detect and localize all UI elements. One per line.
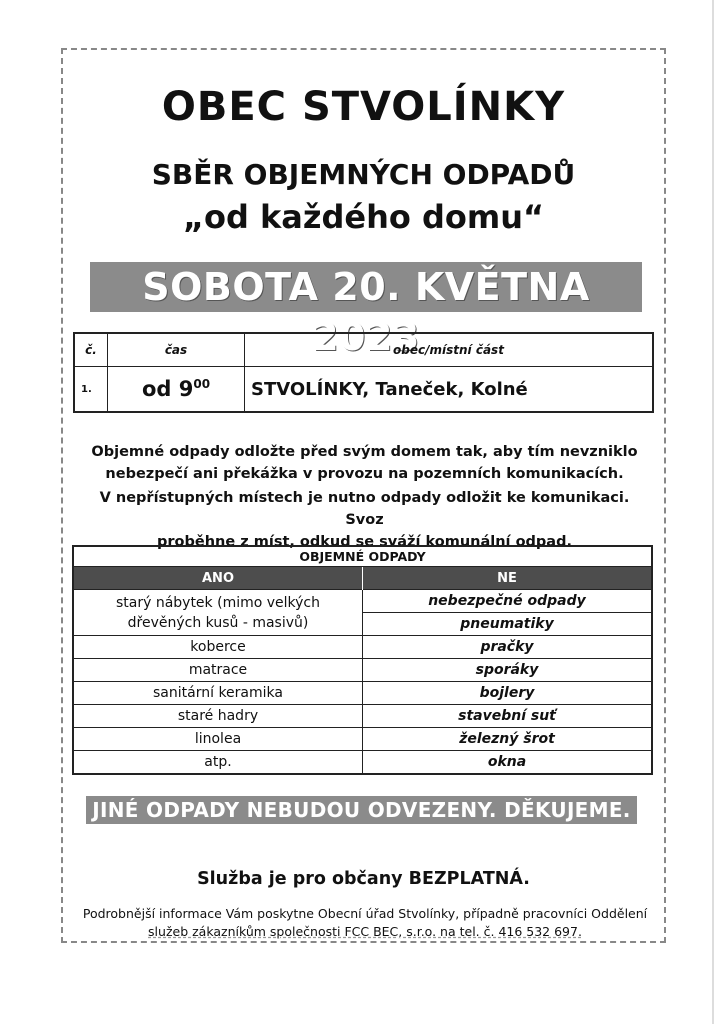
- yes-item: linolea: [73, 728, 363, 751]
- free-service-note: Služba je pro občany BEZPLATNÁ.: [197, 869, 530, 889]
- schedule-row-number: 1.: [74, 367, 108, 413]
- no-item: bojlery: [363, 682, 653, 705]
- note-line: Objemné odpady odložte před svým domem tak, aby tím nevzniklo: [91, 444, 638, 460]
- waste-caption-row: [73, 546, 652, 567]
- note-line: V nepřístupných místech je nutno odpady odložit ke komunikaci. Svoz: [99, 490, 630, 528]
- contact-info-line: služeb zákazníkům společnosti FCC BEC, s.r.o. na tel. č. 416 532 697.: [148, 924, 582, 939]
- no-item: sporáky: [363, 659, 653, 682]
- page-subtitle: SBĚR OBJEMNÝCH ODPADŮ: [151, 158, 576, 191]
- no-item: stavební suť: [363, 705, 653, 728]
- col-number-header: č.: [74, 333, 108, 367]
- page-subtitle-quote: „od každého domu“: [182, 198, 545, 236]
- schedule-row: [74, 367, 653, 413]
- yes-item: [73, 590, 363, 636]
- waste-row: [73, 659, 652, 682]
- waste-row: [73, 728, 652, 751]
- yes-item: sanitární keramika: [73, 682, 363, 705]
- waste-row: [73, 682, 652, 705]
- no-item: železný šrot: [363, 728, 653, 751]
- footer-banner: JINÉ ODPADY NEBUDOU ODVEZENY. DĚKUJEME.: [86, 796, 637, 824]
- note-line: nebezpečí ani překážka v provozu na pozemních komunikacích.: [105, 466, 624, 482]
- schedule-row-time: [108, 367, 245, 413]
- no-item: okna: [363, 751, 653, 775]
- schedule-row-places: STVOLÍNKY, Taneček, Kolné: [245, 367, 654, 413]
- waste-row: [73, 705, 652, 728]
- col-time-header: čas: [108, 333, 245, 367]
- waste-row: [73, 590, 652, 613]
- no-item: nebezpečné odpady: [363, 590, 653, 613]
- page-edge: [712, 0, 714, 1024]
- instructions-note: [82, 441, 647, 553]
- yes-item-line: starý nábytek (mimo velkých: [115, 594, 321, 611]
- yes-item: staré hadry: [73, 705, 363, 728]
- no-item: pneumatiky: [363, 613, 653, 636]
- waste-row: [73, 636, 652, 659]
- waste-caption: OBJEMNÉ ODPADY: [73, 546, 652, 567]
- time-prefix: od 9: [141, 377, 194, 401]
- note-line: proběhne z míst, odkud se sváží komunální odpad.: [157, 534, 572, 550]
- schedule-header-row: [74, 333, 653, 367]
- waste-row: [73, 751, 652, 775]
- waste-table: [72, 545, 653, 775]
- waste-header-row: [73, 567, 652, 590]
- no-item: pračky: [363, 636, 653, 659]
- yes-item: matrace: [73, 659, 363, 682]
- yes-item: atp.: [73, 751, 363, 775]
- yes-header: ANO: [73, 567, 363, 590]
- time-minutes: 00: [193, 377, 211, 391]
- contact-info: [70, 905, 660, 941]
- yes-item-line: dřevěných kusů - masivů): [127, 614, 309, 631]
- date-banner: SOBOTA 20. KVĚTNA 2023: [90, 262, 642, 312]
- schedule-table: [73, 332, 654, 413]
- no-header: NE: [363, 567, 653, 590]
- page-title: OBEC STVOLÍNKY: [161, 84, 566, 130]
- yes-item: koberce: [73, 636, 363, 659]
- contact-info-line: Podrobnější informace Vám poskytne Obecní úřad Stvolínky, případně pracovníci Oddělení: [82, 906, 648, 921]
- col-place-header: obec/místní část: [245, 333, 654, 367]
